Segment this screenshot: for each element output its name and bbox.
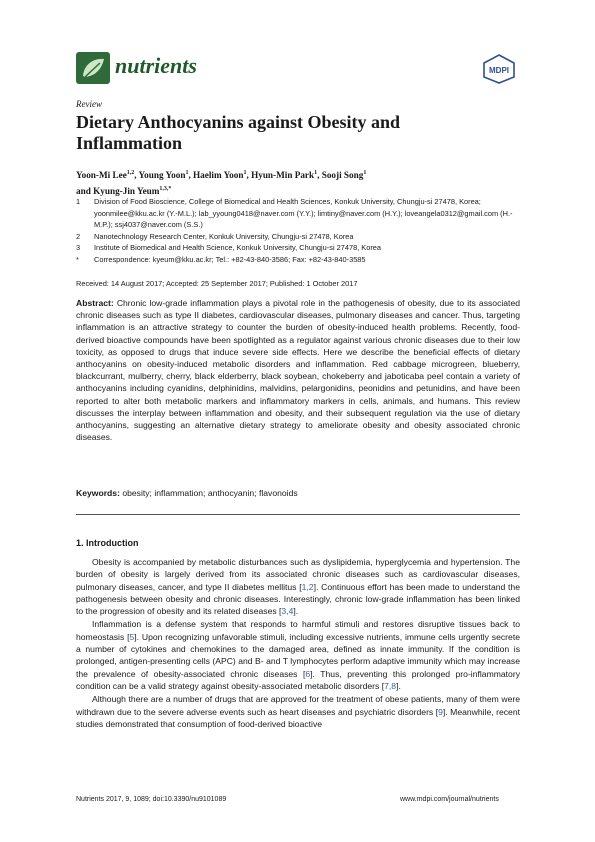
body-text (76, 556, 520, 731)
publisher-name: MDPI (489, 66, 509, 75)
journal-logo-mark (76, 52, 110, 84)
author: Young Yoon (138, 170, 186, 181)
correspondence: * Correspondence: kyeum@kku.ac.kr; Tel.: +82-43-840-3586; Fax: +82-43-840-3585 (76, 254, 366, 264)
keywords-label: Keywords: (76, 488, 120, 498)
author: Kyung-Jin Yeum (93, 186, 160, 197)
author: Hyun-Min Park (251, 170, 315, 181)
affiliation-item: 1 Division of Food Bioscience, College of Biomedical and Health Sciences, Konkuk University, Chungju-si 27478, Korea; yoonmilee@kku.ac.kr (Y.-M.L.); lab_yyoung0418@naver.com (Y.Y.); limtiny@naver.com (H.Y.); loveangela0312@gmail.com (H.-M.P.); ssj4037@naver.com (S.S.) (76, 197, 513, 229)
affiliation-item: 2 Nanotechnology Research Center, Konkuk University, Chungju-si 27478, Korea (76, 231, 354, 241)
journal-name: nutrients (115, 53, 197, 78)
publisher-logo (482, 54, 516, 84)
citation-link[interactable]: 3,4 (281, 606, 294, 617)
author: Haelim Yoon (193, 170, 244, 181)
citation-link[interactable]: 5 (129, 631, 135, 642)
divider (76, 514, 520, 515)
citation-link[interactable]: 1,2 (301, 581, 314, 592)
paragraph: Although there are a number of drugs that are approved for the treatment of obese patients, many of them were withdrawn due to the severe adverse events such as heart diseases and psychiatric disorders [9]. Meanwhile, recent studies demonstrated that consumption of food-derived bioactive (76, 694, 521, 729)
paragraph: Obesity is accompanied by metabolic disturbances such as dyslipidemia, hyperglycemia and hypertension. The burden of obesity is largely derived from its associated chronic diseases such as cardiovascular diseases, pulmonary diseases, cancer, and type II diabetes mellitus [1,2]. Continuous effort has been made to understand the pathogenesis between obesity and chronic diseases. Interestingly, chronic low-grade inflammation has been linked to the progression of obesity and its related diseases [3,4]. (76, 557, 520, 617)
citation-link[interactable]: 6 (305, 668, 311, 679)
footer-citation: Nutrients 2017, 9, 1089; doi:10.3390/nu9101089 (76, 796, 227, 803)
keywords (76, 488, 520, 498)
footer-url[interactable]: www.mdpi.com/journal/nutrients (400, 796, 499, 803)
abstract-text: Chronic low-grade inflammation plays a pivotal role in the pathogenesis of obesity, due to its associated chronic diseases such as type II diabetes, cardiovascular diseases, pulmonary diseases and cancer. Thus, targeting inflammation is an attractive strategy to counter the burden of obesity-induced health problems. Recently, food-derived bioactive compounds have been spotlighted as a regulator against various chronic diseases due to their low toxicity, as opposed to drugs that induce severe side effects. Here we describe the beneficial effects of dietary anthocyanins on obesity-induced metabolic disorders and inflammation. Red cabbage microgreen, blueberry, blackcurrant, mulberry, cherry, black elderberry, black soybean, chokeberry and jaboticaba peel contain a variety of anthocyanins including cyanidins, delphinidins, malvidins, pelargonidins, peonidins and petunidins, and have been reported to alter both metabolic markers and inflammatory markers in cells, animals, and humans. This review discusses the interplay between inflammation and obesity, and their subsequent regulation via the use of dietary anthocyanins, suggesting an alternative dietary strategy to ameliorate obesity and obesity associated chronic diseases. (76, 298, 521, 443)
abstract (76, 297, 520, 443)
author: Yoon-Mi Lee (76, 170, 127, 181)
section-heading: 1. Introduction (76, 538, 139, 548)
author: Sooji Song (321, 170, 364, 181)
paper-title: Dietary Anthocyanins against Obesity and Inflammation (76, 112, 401, 153)
abstract-label: Abstract: (76, 298, 114, 308)
article-type: Review (76, 99, 102, 109)
leaf-icon (76, 52, 110, 84)
author-list: Yoon-Mi Lee$^{1,2}$, Young Yoon$^1$, Haelim Yoon$^1$, Hyun-Min Park$^1$, Sooji Song$^1$ and Kyung-Jin Yeum$^{1,3,*}$ (76, 170, 367, 197)
keywords-text: obesity; inflammation; anthocyanin; flavonoids (122, 488, 298, 498)
affiliation-item: 3 Institute of Biomedical and Health Science, Konkuk University, Chungju-si 27478, Korea (76, 243, 382, 252)
citation-link[interactable]: 7,8 (384, 680, 397, 691)
affiliations (76, 196, 526, 265)
paragraph: Inflammation is a defense system that responds to harmful stimuli and restores disruptive tissues back to homeostasis [5]. Upon recognizing unfavorable stimuli, including excessive nutrients, immune cells urgently secrete a number of cytokines and chemokines to the damaged area, defined as innate immunity. If the condition is prolonged, antigen-presenting cells (APC) and B- and T lymphocytes perform adaptive immunity which may increase the prevalence of obesity-associated chronic diseases [6]. Thus, preventing this prolonged pro-inflammatory condition can be a valid strategy against obesity-associated metabolic disorders [7,8]. (76, 619, 520, 691)
citation-link[interactable]: 9 (438, 706, 443, 717)
publication-dates: Received: 14 August 2017; Accepted: 25 September 2017; Published: 1 October 2017 (76, 279, 358, 288)
